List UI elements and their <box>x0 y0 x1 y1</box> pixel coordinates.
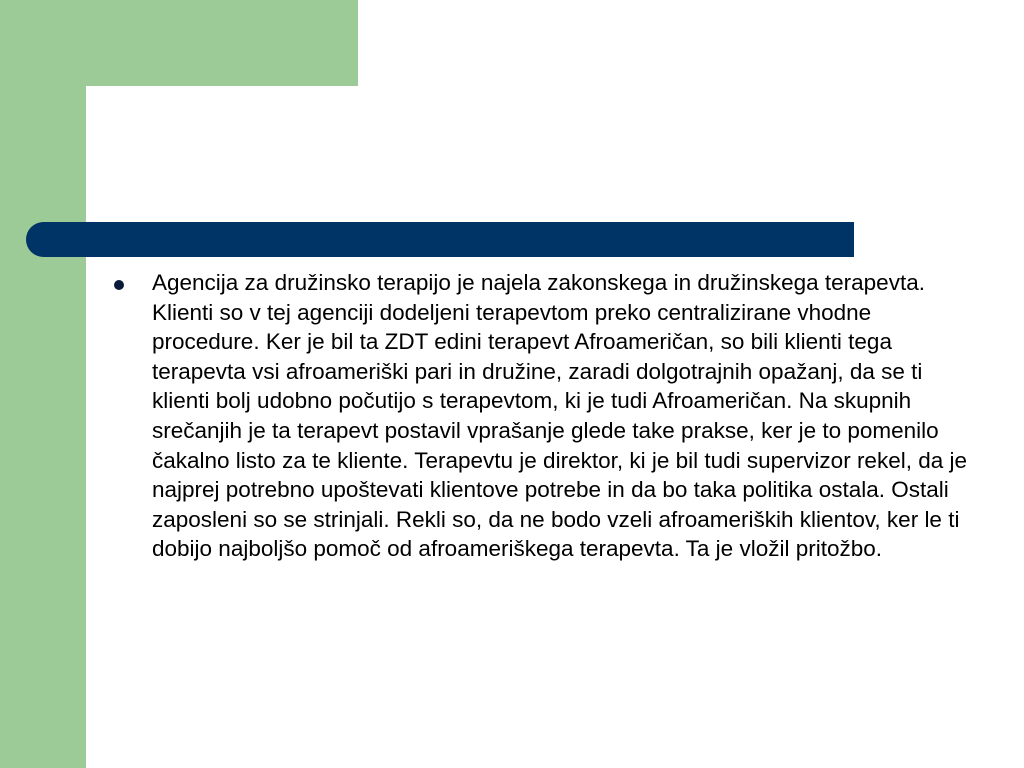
slide-body <box>114 268 984 564</box>
bullet-dot-icon <box>114 280 124 290</box>
title-bar <box>26 222 854 257</box>
bullet-item <box>114 268 984 564</box>
decorative-green-left-band <box>0 0 86 768</box>
bullet-text: Agencija za družinsko terapijo je najela zakonskega in družinskega terapevta. Klienti so v tej agenciji dodeljeni terapevtom preko centralizirane vhodne procedure. Ker je bil ta ZDT edini terapevt Afroameričan, so bili klienti tega terapevta vsi afroameriški pari in družine, zaradi dolgotrajnih opažanj, da se ti klienti bolj udobno počutijo s terapevtom, ki je tudi Afroameričan. Na skupnih srečanjih je ta terapevt postavil vprašanje glede take prakse, ker je to pomenilo čakalno listo za te kliente. Terapevtu je direktor, ki je bil tudi supervizor rekel, da je najprej potrebno upoštevati klientove potrebe in da bo taka politika ostala. Ostali zaposleni so se strinjali. Rekli so, da ne bodo vzeli afroameriških klientov, ker le ti dobijo najboljšo pomoč od afroameriškega terapevta. Ta je vložil pritožbo. <box>152 270 967 562</box>
